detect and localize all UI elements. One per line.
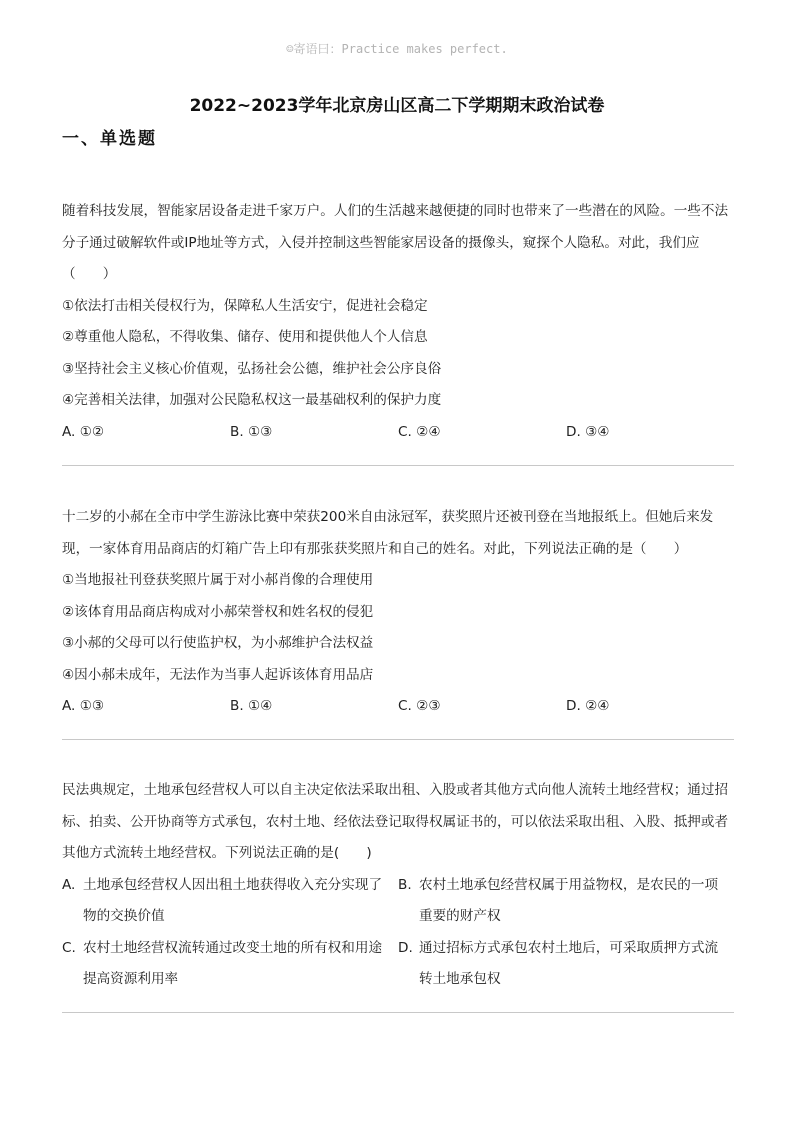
question-3 [62,775,734,996]
question-1-statement-4: ④完善相关法律，加强对公民隐私权这一最基础权利的保护力度 [62,392,442,408]
choice-d-text: 通过招标方式承包农村土地后，可采取质押方式流转土地承包权 [419,939,719,987]
choice-d[interactable] [398,933,734,996]
question-2-stem: 十二岁的小郝在全市中学生游泳比赛中荣获200米自由泳冠军，获奖照片还被刊登在当地报纸上。但她后来发现，一家体育用品商店的灯箱广告上印有那张获奖照片和自己的姓名。对此，下列说法正确的是（ ） [62,509,714,557]
choice-b[interactable]: B. ①④ [230,698,273,714]
question-1-statement-2: ②尊重他人隐私，不得收集、储存、使用和提供他人个人信息 [62,329,428,345]
choice-a[interactable]: A. ①② [62,423,105,440]
choice-d[interactable]: D. ②④ [566,698,610,714]
divider [62,465,734,466]
choice-c[interactable]: C. ②③ [398,698,441,714]
choice-b[interactable]: B. ①③ [230,423,273,440]
watermark-text: ☺寄语曰：Practice makes perfect. [286,42,508,56]
question-2 [62,502,734,723]
choice-b-label: B. [398,876,412,893]
question-2-statement-1: ①当地报社刊登获奖照片属于对小郝肖像的合理使用 [62,572,374,588]
choice-b[interactable] [398,870,734,933]
question-2-choices [62,691,734,723]
divider [62,1012,734,1013]
choice-c[interactable] [62,933,398,996]
choice-a[interactable]: A. ①③ [62,698,105,714]
choice-c[interactable]: C. ②④ [398,423,441,440]
choice-c-text: 农村土地经营权流转通过改变土地的所有权和用途提高资源利用率 [83,939,383,987]
choice-c-label: C. [62,939,76,956]
question-1-statement-1: ①依法打击相关侵权行为，保障私人生活安宁，促进社会稳定 [62,297,428,314]
question-1-statement-3: ③坚持社会主义核心价值观，弘扬社会公德，维护社会公序良俗 [62,360,442,377]
choice-d-label: D. [398,939,413,956]
question-2-statement-4: ④因小郝未成年，无法作为当事人起诉该体育用品店 [62,666,374,683]
question-3-stem: 民法典规定，土地承包经营权人可以自主决定依法采取出租、入股或者其他方式向他人流转土地经营权；通过招标、拍卖、公开协商等方式承包，农村土地、经依法登记取得权属证书的，可以依法采取出租、入股、抵押或者其他方式流转土地经营权。下列说法正确的是( ) [62,782,729,861]
question-2-statement-3: ③小郝的父母可以行使监护权，为小郝维护合法权益 [62,635,374,651]
question-1-choices [62,417,734,449]
page-title: 2022~2023学年北京房山区高二下学期期末政治试卷 [189,96,605,116]
question-1 [62,196,734,448]
divider [62,739,734,740]
question-1-stem: 随着科技发展，智能家居设备走进千家万户。人们的生活越来越便捷的同时也带来了一些潜在的风险。一些不法分子通过破解软件或IP地址等方式，入侵并控制这些智能家居设备的摄像头，窥探个人隐私。对此，我们应（ ） [62,203,729,282]
section-title: 一、单选题 [62,129,157,149]
choice-b-text: 农村土地承包经营权属于用益物权，是农民的一项重要的财产权 [419,876,719,924]
choice-a-label: A. [62,876,76,893]
choice-a-text: 土地承包经营权人因出租土地获得收入充分实现了物的交换价值 [83,876,383,924]
choice-a[interactable] [62,870,398,933]
question-3-choices [62,870,734,996]
choice-d[interactable]: D. ③④ [566,423,610,440]
question-2-statement-2: ②该体育用品商店构成对小郝荣誉权和姓名权的侵犯 [62,603,374,620]
